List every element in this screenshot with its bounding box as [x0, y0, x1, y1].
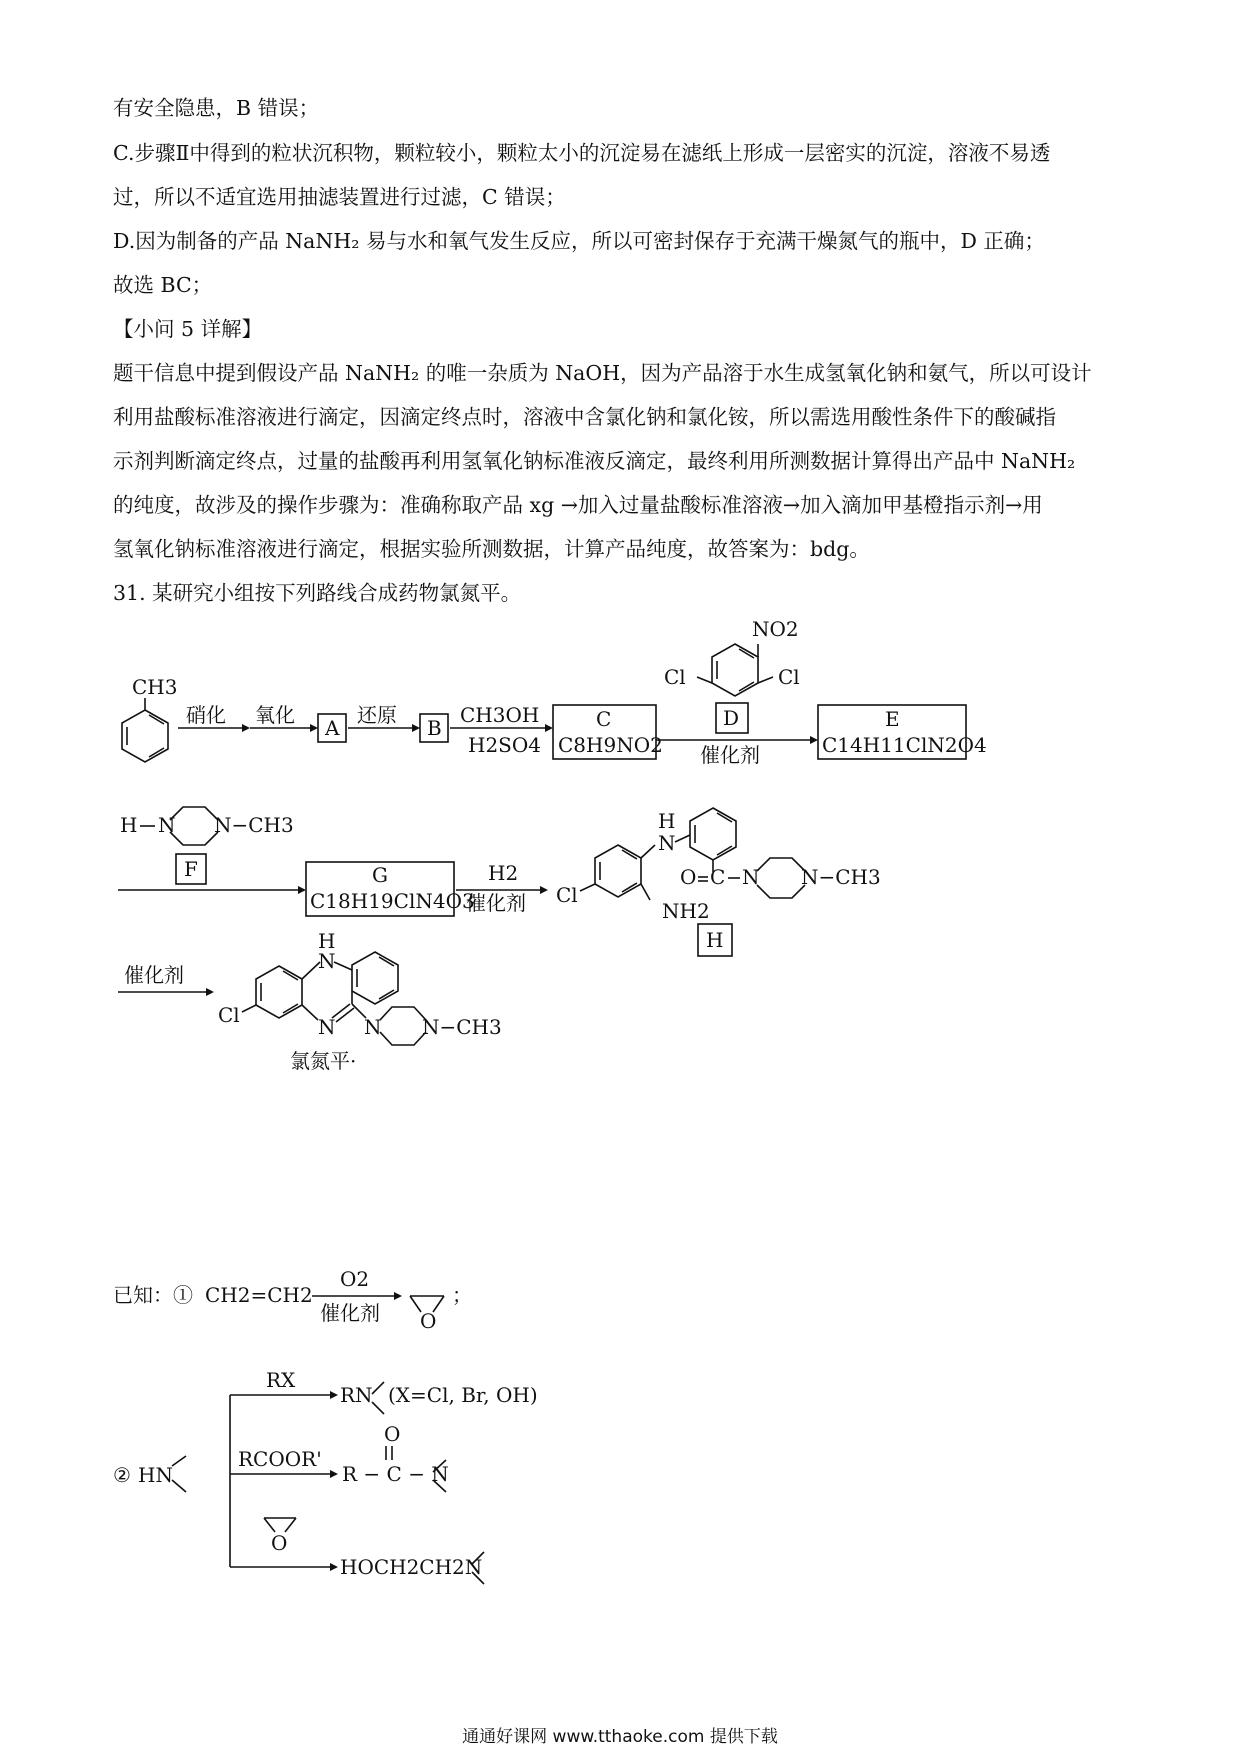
ch3-label: CH3: [132, 675, 178, 699]
compound-B: B: [427, 716, 442, 740]
reagent-methanol: CH3OH: [460, 703, 540, 727]
product-n: N: [318, 1015, 336, 1039]
known-rn: RN: [340, 1383, 373, 1407]
known-amide-o: O: [384, 1422, 401, 1446]
known-prefix: 已知：①: [113, 1283, 193, 1307]
text-line-10: 的纯度，故涉及的操作步骤为：准确称取产品 xg →加入过量盐酸标准溶液→加入滴加甲基橙指示剂→用: [113, 493, 1043, 517]
h2-reagent: H2: [488, 861, 519, 885]
known-hn: HN: [138, 1463, 173, 1487]
known-circle2: ②: [113, 1463, 131, 1487]
known-reactions: [0, 1260, 1240, 1610]
compound-F: F: [184, 857, 198, 881]
text-line-8: 利用盐酸标准溶液进行滴定，因滴定终点时，溶液中含氯化钠和氯化铵，所以需选用酸性条件下的酸碱指: [113, 405, 1056, 429]
oxidation-label: 氧化: [255, 703, 295, 727]
text-line-11: 氢氧化钠标准溶液进行滴定，根据实验所测数据，计算产品纯度，故答案为：bdg。: [113, 537, 870, 561]
text-line-1: 有安全隐患，B 错误；: [113, 96, 320, 120]
compound-D-structure: [664, 617, 800, 733]
known-amide: R − C − N: [342, 1462, 449, 1486]
compound-C: C: [596, 707, 612, 731]
product-name: 氯氮平·: [290, 1049, 357, 1073]
no2-label: NO2: [752, 617, 799, 641]
nitration-label: 硝化: [186, 703, 226, 727]
f-h: H: [120, 813, 138, 837]
catalyst-label-2: 催化剂: [466, 891, 526, 915]
text-line-7: 题干信息中提到假设产品 NaNH₂ 的唯一杂质为 NaOH，因为产品溶于水生成氢氧化钠和氨气，所以可设计: [113, 361, 1092, 385]
compound-H: H: [706, 928, 724, 952]
known-rcoor: RCOOR': [238, 1447, 322, 1471]
reduction-label: 还原: [357, 703, 397, 727]
known-semicolon: ；: [452, 1283, 472, 1307]
compound-D: D: [723, 706, 740, 730]
footer-watermark: 通通好课网 www.tthaoke.com 提供下载: [462, 1727, 778, 1747]
compound-F-structure: [120, 807, 294, 884]
known-rn-note: (X=Cl, Br, OH): [388, 1383, 538, 1407]
h-o: O: [680, 865, 697, 889]
h-n-ch3: N−CH3: [801, 865, 881, 889]
compound-A: A: [325, 716, 340, 740]
compound-E: E: [885, 707, 900, 731]
text-line-2: C.步骤Ⅱ中得到的粒状沉积物，颗粒较小，颗粒太小的沉淀易在滤纸上形成一层密实的沉淀，溶液不易透: [113, 141, 1051, 165]
compound-G: G: [372, 863, 388, 887]
h-cl: Cl: [556, 883, 578, 907]
product-nh-h: H: [318, 929, 336, 953]
toluene-structure: [122, 675, 177, 762]
epoxide-reagent-icon: [264, 1518, 296, 1555]
text-line-3: 过，所以不适宜选用抽滤装置进行过滤，C 错误；: [113, 185, 566, 209]
product-cl: Cl: [218, 1003, 240, 1027]
product-nh-n: N: [318, 949, 336, 973]
known-catalyst: 催化剂: [320, 1301, 380, 1325]
compound-C-formula: C8H9NO2: [558, 733, 663, 757]
product-n-pip: N: [364, 1015, 382, 1039]
catalyst-label-1: 催化剂: [700, 743, 760, 767]
text-line-5: 故选 BC；: [113, 273, 213, 297]
clozapine-structure: [218, 929, 502, 1073]
epoxide-o: O: [420, 1309, 437, 1333]
h-nh-h: H: [658, 809, 676, 833]
d-cl-left: Cl: [664, 665, 686, 689]
h-n-pip: N: [742, 865, 760, 889]
h-c: C: [710, 865, 726, 889]
epoxide-icon: [410, 1296, 444, 1333]
known-reactant: CH2=CH2: [205, 1283, 313, 1307]
compound-G-formula: C18H19ClN4O3: [310, 889, 475, 913]
reagent-h2so4: H2SO4: [468, 733, 541, 757]
known-hoch: HOCH2CH2N: [340, 1555, 483, 1579]
section-heading: 【小问 5 详解】: [113, 317, 263, 341]
known-rx: RX: [266, 1368, 296, 1392]
f-n-ch3: N−CH3: [214, 813, 294, 837]
known-o2: O2: [340, 1267, 370, 1291]
h-nh-n: N: [658, 831, 676, 855]
question-31: 31. 某研究小组按下列路线合成药物氯氮平。: [113, 581, 522, 605]
known-epoxide-o: O: [271, 1531, 288, 1555]
d-cl-right: Cl: [778, 665, 800, 689]
h-nh2: NH2: [662, 899, 710, 923]
compound-E-formula: C14H11ClN2O4: [822, 733, 987, 757]
catalyst-label-3: 催化剂: [124, 963, 184, 987]
text-line-9: 示剂判断滴定终点，过量的盐酸再利用氢氧化钠标准液反滴定，最终利用所测数据计算得出产品中 NaNH₂: [113, 449, 1076, 473]
f-n-left: N: [158, 813, 176, 837]
product-n-ch3: N−CH3: [422, 1015, 502, 1039]
compound-H-structure: [556, 808, 881, 956]
synthesis-scheme: [0, 600, 1240, 1220]
text-line-4: D.因为制备的产品 NaNH₂ 易与水和氧气发生反应，所以可密封保存于充满干燥氮气的瓶中，D 正确；: [113, 229, 1045, 253]
